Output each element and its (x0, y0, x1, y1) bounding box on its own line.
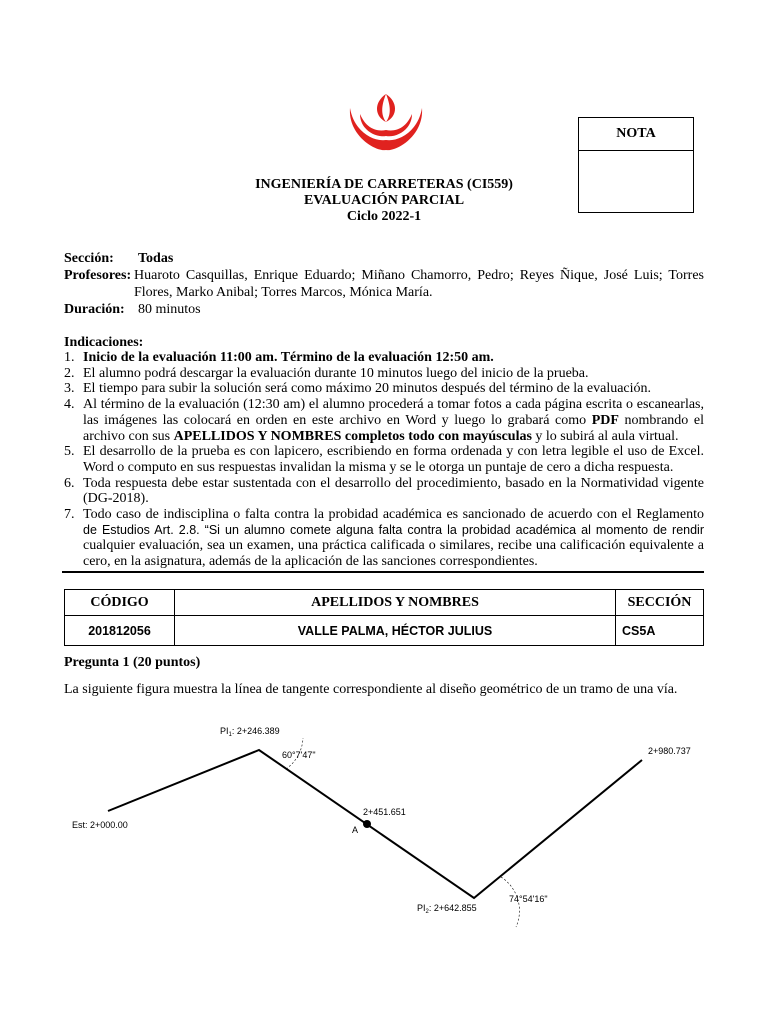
list-item: 3. El tiempo para subir la solución será como máximo 20 minutos después del término de la evaluación. (64, 381, 704, 397)
tangent-line-figure (64, 712, 704, 937)
exam-title: EVALUACIÓN PARCIAL (303, 193, 465, 208)
question-text: La siguiente figura muestra la línea de tangente correspondiente al diseño geométrico de un tramo de una vía. (64, 682, 678, 697)
nombre-cell[interactable]: VALLE PALMA, HÉCTOR JULIUS (175, 616, 616, 646)
item-text: Toda respuesta debe estar sustentada con el desarrollo del procedimiento, basado en la Normatividad vigente (DG-2018). (83, 475, 704, 507)
header-nombres: APELLIDOS Y NOMBRES (175, 590, 616, 616)
list-item: 7. Todo caso de indisciplina o falta contra la probidad académica es sancionado de acuerdo con el Reglamento de Estudios Art. 2.8. “Si un alumno comete alguna falta contra la probidad académica al momento de rendir cualquier evaluación, sea un examen, una práctica calificada o similares, recibe una calificación equivalente a cero, en la asignatura, además de la aplicación de las sanciones correspondientes. (64, 507, 704, 570)
cycle-title: Ciclo 2022-1 (346, 209, 422, 224)
item-text: Al término de la evaluación (12:30 am) el alumno procederá a tomar fotos a cada página escrita o escanearlas, las imágenes las colocará en orden en este archivo en Word y luego lo grabará como PDF nombrando el archivo con sus APELLIDOS Y NOMBRES completos todo con mayúsculas y lo subirá al aula virtual. (83, 397, 704, 444)
seccion-cell[interactable]: CS5A (616, 616, 704, 646)
header-codigo: CÓDIGO (65, 590, 175, 616)
item-text: Todo caso de indisciplina o falta contra la probidad académica es sancionado de acuerdo con el Reglamento de Estudios Art. 2.8. “Si un alumno comete alguna falta contra la probidad académica al momento de rendir cualquier evaluación, sea un examen, una práctica calificada o similares, recibe una calificación equivalente a cero, en la asignatura, además de la aplicación de las sanciones correspondientes. (83, 507, 704, 570)
divider (62, 571, 704, 573)
start-label: Est: 2+000.00 (72, 820, 128, 830)
indicaciones-list (64, 350, 704, 570)
item-text: Inicio de la evaluación 11:00 am. Término de la evaluación 12:50 am. (83, 350, 494, 365)
angle1-label: 60°7'47" (282, 750, 316, 760)
duracion-value: 80 minutos (138, 302, 201, 317)
end-label: 2+980.737 (648, 746, 691, 756)
course-title: INGENIERÍA DE CARRETERAS (CI559) (255, 177, 513, 192)
point-a-marker (363, 820, 371, 828)
table-row (65, 616, 704, 646)
tangent-line (108, 750, 642, 898)
indicaciones-title: Indicaciones: (64, 335, 144, 350)
point-a-label: A (352, 825, 359, 835)
point-a-station: 2+451.651 (363, 807, 406, 817)
upc-logo (346, 92, 426, 152)
pi1-label: $PI_1$: 2+246.389 (220, 726, 280, 738)
profesores-row (64, 267, 704, 301)
item-text: El tiempo para subir la solución será como máximo 20 minutos después del término de la evaluación. (83, 381, 652, 397)
list-item: 2. El alumno podrá descargar la evaluación durante 10 minutos luego del inicio de la prueba. (64, 366, 704, 382)
table-header-row (65, 590, 704, 616)
angle2-label: 74°54'16" (509, 894, 548, 904)
profesores-label: Profesores: (64, 268, 132, 283)
nota-label: NOTA (579, 118, 693, 151)
student-table (64, 589, 704, 646)
codigo-cell[interactable]: 201812056 (65, 616, 175, 646)
pi2-label: $PI_2$: 2+642.855 (417, 903, 477, 915)
seccion-value: Todas (138, 251, 174, 266)
duracion-label: Duración: (64, 302, 125, 317)
info-block (64, 250, 704, 318)
item-text: El desarrollo de la prueba es con lapicero, escribiendo en forma ordenada y con letra legible el uso de Excel. Word o computo en sus respuestas invalidan la misma y se le otorga un puntaje de cero a dicha respuesta. (83, 444, 704, 475)
list-item: 4. Al término de la evaluación (12:30 am) el alumno procederá a tomar fotos a cada página escrita o escanearlas, las imágenes las colocará en orden en este archivo en Word y luego lo grabará como PDF nombrando el archivo con sus APELLIDOS Y NOMBRES completos todo con mayúsculas y lo subirá al aula virtual. (64, 397, 704, 444)
header-seccion: SECCIÓN (616, 590, 704, 616)
list-item: 5. El desarrollo de la prueba es con lapicero, escribiendo en forma ordenada y con letra legible el uso de Excel. Word o computo en sus respuestas invalidan la misma y se le otorga un puntaje de cero a dicha respuesta. (64, 444, 704, 475)
list-item: 1. Inicio de la evaluación 11:00 am. Término de la evaluación 12:50 am. (64, 350, 704, 366)
profesores-value: Huaroto Casquillas, Enrique Eduardo; Miñano Chamorro, Pedro; Reyes Ñique, José Luis; Torres Flores, Marko Anibal; Torres Marcos, Mónica María. (134, 268, 704, 300)
seccion-label: Sección: (64, 251, 114, 266)
list-item: 6. Toda respuesta debe estar sustentada con el desarrollo del procedimiento, basado en la Normatividad vigente (DG-2018). (64, 475, 704, 507)
seccion-row (64, 250, 704, 267)
question-title: Pregunta 1 (20 puntos) (64, 655, 201, 670)
item-text: El alumno podrá descargar la evaluación durante 10 minutos luego del inicio de la prueba. (83, 365, 589, 381)
duracion-row (64, 301, 704, 318)
